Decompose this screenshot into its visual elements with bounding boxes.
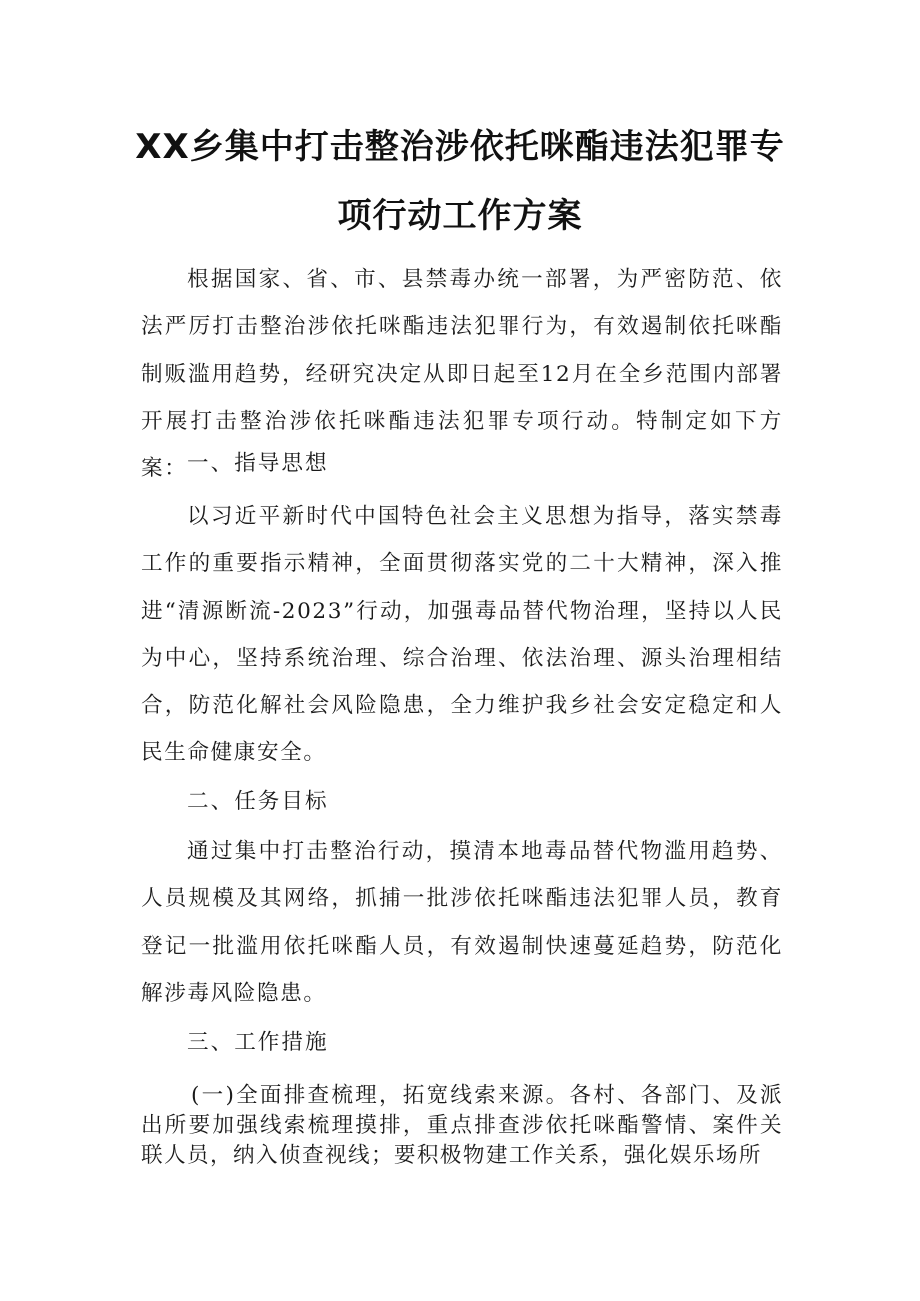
document-title-line-1: XX乡集中打击整治涉依托咪酯违法犯罪专: [135, 127, 785, 167]
section-body-2: 通过集中打击整治行动，摸清本地毒品替代物滥用趋势、人员规模及其网络，抓捕一批涉依托咪酯违法犯罪人员，教育登记一批滥用依托咪酯人员，有效遏制快速蔓延趋势，防范化解涉毒风险隐患。: [141, 839, 783, 1006]
intro-paragraph: 根据国家、省、市、县禁毒办统一部署，为严密防范、依法严厉打击整治涉依托咪酯违法犯罪行为，有效遏制依托咪酯制贩滥用趋势，经研究决定从即日起至12月在全乡范围内部署开展打击整治涉依托咪酯违法犯罪专项行动。特制定如下方案：: [141, 267, 783, 482]
section-body-1: 以习近平新时代中国特色社会主义思想为指导，落实禁毒工作的重要指示精神，全面贯彻落实党的二十大精神，深入推进“清源断流-2023”行动，加强毒品替代物治理，坚持以人民为中心，坚持系统治理、综合治理、依法治理、源头治理相结合，防范化解社会风险隐患，全力维护我乡社会安定稳定和人民生命健康安全。: [141, 504, 783, 766]
section-heading-3: 三、工作措施: [187, 1030, 329, 1055]
section-heading-1: 一、指导思想: [187, 451, 329, 476]
document-title-line-2: 项行动工作方案: [337, 196, 583, 236]
section-heading-2: 二、任务目标: [187, 789, 329, 814]
section-body-3: (一)全面排查梳理，拓宽线索来源。各村、各部门、及派出所要加强线索梳理摸排，重点排查涉依托咪酯警情、案件关联人员，纳入侦查视线；要积极物建工作关系，强化娱乐场所: [141, 1083, 783, 1168]
